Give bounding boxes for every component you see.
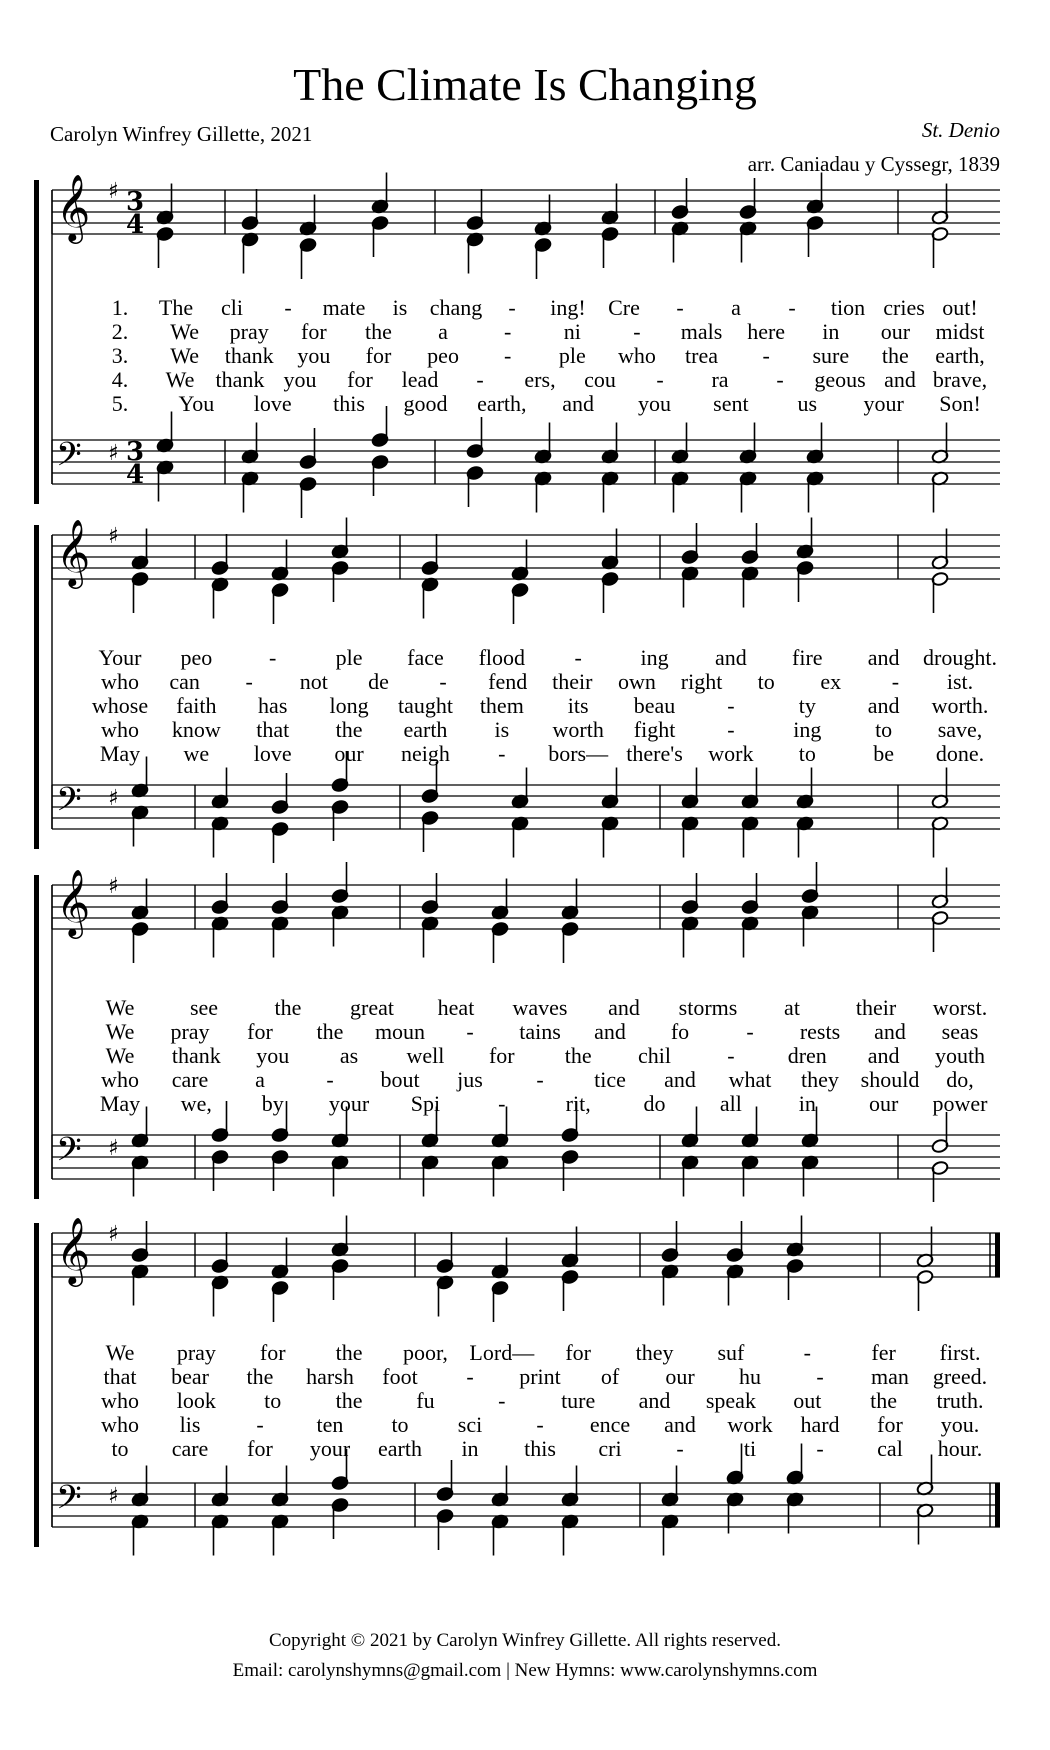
lyric-syllable: storms [678, 995, 738, 1020]
lyric-syllable: and [594, 1019, 626, 1044]
lyric-syllable: know [171, 717, 221, 742]
lyric-syllable: ni [563, 319, 581, 344]
lyric-syllable: and [608, 995, 640, 1020]
lyric-hyphen: - [504, 343, 512, 368]
lyric-syllable: We [105, 995, 135, 1020]
lyric-syllable: 5. [111, 391, 129, 416]
lyric-syllable: great [350, 995, 394, 1020]
lyric-hyphen: - [439, 669, 447, 694]
lyric-hyphen: - [536, 1067, 544, 1092]
lyric-syllable: you. [940, 1412, 980, 1437]
lyric-syllable: who [101, 1412, 139, 1437]
lyric-syllable: all [719, 1091, 742, 1116]
lyric-syllable: the [870, 1388, 898, 1413]
lyric-syllable: ing! [550, 295, 586, 320]
lyric-syllable: cri [598, 1436, 622, 1461]
lyric-syllable: and [715, 645, 747, 670]
lyric-syllable: the [335, 717, 363, 742]
lyric-syllable: suf [717, 1340, 745, 1365]
lyric-syllable: hard [800, 1412, 840, 1437]
lyric-syllable: fer [871, 1340, 896, 1365]
lyric-syllable: peo [180, 645, 213, 670]
bass-clef-icon: 𝄢 [56, 781, 82, 827]
lyric-syllable: for [565, 1340, 591, 1365]
lyric-syllable: Lord— [469, 1340, 535, 1365]
bass-clef-icon: 𝄢 [56, 436, 82, 482]
lyric-syllable: care [171, 1067, 209, 1092]
lyric-syllable: and [664, 1067, 696, 1092]
bass-clef-icon: 𝄢 [56, 1131, 82, 1177]
lyric-syllable: Your [98, 645, 142, 670]
lyric-hyphen: - [498, 741, 506, 766]
system-bracket [34, 1223, 39, 1547]
lyric-syllable: print [519, 1364, 561, 1389]
lyric-syllable: a [255, 1067, 265, 1092]
lyric-syllable: rests [799, 1019, 841, 1044]
lyric-syllable: first. [939, 1340, 981, 1365]
lyric-syllable: 4. [111, 367, 129, 392]
lyric-syllable: earth, [935, 343, 985, 368]
lyric-syllable: ex [820, 669, 842, 694]
lyric-syllable: is [494, 717, 510, 742]
lyric-hyphen: - [776, 367, 784, 392]
lyric-syllable: pray [170, 1019, 210, 1044]
lyric-syllable: you [297, 343, 331, 368]
lyric-hyphen: - [269, 645, 277, 670]
lyric-syllable: waves [512, 995, 568, 1020]
treble-clef-icon: 𝄞 [56, 868, 91, 936]
lyric-syllable: bout [380, 1067, 420, 1092]
lyric-syllable: drought. [923, 645, 997, 670]
lyric-hyphen: - [574, 645, 582, 670]
lyric-syllable: faith [176, 693, 217, 718]
lyric-syllable: ing [640, 645, 669, 670]
lyric-syllable: May [99, 741, 141, 766]
system-bracket [34, 180, 39, 504]
system-bracket [34, 525, 39, 849]
lyric-syllable: to [798, 741, 816, 766]
lyric-syllable: for [488, 1043, 515, 1068]
lyric-syllable: who [101, 1067, 139, 1092]
final-barline-thick [995, 1233, 1000, 1277]
lyric-syllable: neigh [401, 741, 450, 766]
lyric-syllable: harsh [306, 1364, 354, 1389]
lyric-syllable: speak [705, 1388, 756, 1413]
lyric-syllable: us [797, 391, 818, 416]
treble-clef-icon: 𝄞 [56, 1216, 91, 1284]
lyric-syllable: geous [814, 367, 866, 392]
lyric-syllable: midst [935, 319, 985, 344]
lyric-hyphen: - [504, 319, 512, 344]
lyric-syllable: the [316, 1019, 344, 1044]
lyric-syllable: you [283, 367, 317, 392]
lyric-syllable: our [868, 1091, 899, 1116]
lyric-syllable: We [105, 1043, 135, 1068]
lyric-syllable: this [524, 1436, 556, 1461]
lyric-syllable: that [256, 717, 290, 742]
sharp-key-signature-icon: ♯ [108, 786, 119, 811]
lyric-syllable: hour. [937, 1436, 983, 1461]
lyric-syllable: cli [221, 295, 243, 320]
lyric-syllable: you [256, 1043, 290, 1068]
lyric-syllable: We [170, 343, 199, 368]
lyric-syllable: power [932, 1091, 988, 1116]
lyric-syllable: we, [180, 1091, 212, 1116]
lyric-syllable: there's [626, 741, 683, 766]
lyric-syllable: fu [416, 1388, 435, 1413]
lyric-syllable: pray [176, 1340, 216, 1365]
lyric-syllable: well [406, 1043, 445, 1068]
lyric-syllable: to [757, 669, 775, 694]
lyric-syllable: your [328, 1091, 370, 1116]
lyric-syllable: fend [488, 669, 528, 694]
lyric-syllable: for [347, 367, 373, 392]
lyric-syllable: worst. [932, 995, 988, 1020]
lyric-syllable: chil [638, 1043, 672, 1068]
lyric-syllable: to [264, 1388, 282, 1413]
lyric-syllable: foot [382, 1364, 418, 1389]
lyric-syllable: tice [594, 1067, 626, 1092]
lyric-syllable: a [731, 295, 741, 320]
sharp-key-signature-icon: ♯ [108, 179, 119, 204]
lyric-syllable: see [189, 995, 219, 1020]
lyric-syllable: ist. [946, 669, 974, 694]
lyric-syllable: tains [519, 1019, 561, 1044]
sharp-key-signature-icon: ♯ [108, 1136, 119, 1161]
lyric-syllable: should [860, 1067, 920, 1092]
lyric-syllable: dren [787, 1043, 827, 1068]
lyric-syllable: the [274, 995, 302, 1020]
lyric-syllable: ti [743, 1436, 757, 1461]
lyric-syllable: man [871, 1364, 909, 1389]
lyric-syllable: and [867, 1043, 900, 1068]
lyric-syllable: mals [680, 319, 723, 344]
lyric-syllable: the [335, 1388, 363, 1413]
lyric-syllable: 3. [111, 343, 129, 368]
lyric-syllable: the [564, 1043, 592, 1068]
lyric-syllable: to [391, 1412, 409, 1437]
lyric-syllable: ten [316, 1412, 344, 1437]
lyric-syllable: in [461, 1436, 479, 1461]
lyric-hyphen: - [476, 367, 484, 392]
lyric-syllable: Cre [608, 295, 640, 320]
lyric-syllable: We [165, 367, 195, 392]
lyric-syllable: taught [397, 693, 453, 718]
lyric-syllable: care [171, 1436, 209, 1461]
lyric-hyphen: - [245, 669, 253, 694]
time-signature-bottom: 4 [126, 210, 145, 240]
lyric-syllable: do, [946, 1067, 974, 1092]
lyric-syllable: and [867, 645, 900, 670]
lyric-syllable: seas [941, 1019, 979, 1044]
lyric-syllable: who [617, 343, 656, 368]
lyric-hyphen: - [816, 1436, 824, 1461]
lyric-hyphen: - [727, 717, 735, 742]
lyric-syllable: our [880, 319, 911, 344]
lyric-syllable: beau [633, 693, 676, 718]
lyric-syllable: for [365, 343, 392, 368]
lyric-syllable: for [247, 1019, 273, 1044]
lyric-syllable: face [407, 645, 444, 670]
lyric-syllable: right [680, 669, 723, 694]
lyric-syllable: the [881, 343, 909, 368]
lyric-syllable: who [101, 1388, 139, 1413]
lyric-syllable: is [392, 295, 408, 320]
lyric-hyphen: - [466, 1364, 474, 1389]
lyric-syllable: moun [374, 1019, 426, 1044]
lyric-hyphen: - [891, 669, 900, 694]
lyric-syllable: save, [937, 717, 983, 742]
lyric-syllable: in [822, 319, 840, 344]
lyric-syllable: look [176, 1388, 216, 1413]
final-barline-thick [995, 1483, 1000, 1527]
sharp-key-signature-icon: ♯ [108, 874, 119, 899]
lyric-syllable: chang [429, 295, 483, 320]
arrangement-credit: arr. Caniadau y Cyssegr, 1839 [747, 152, 1000, 176]
copyright-notice: Copyright © 2021 by Carolyn Winfrey Gillette. All rights reserved. [269, 1630, 781, 1651]
lyric-syllable: fo [670, 1019, 690, 1044]
lyric-hyphen: - [633, 319, 641, 344]
lyric-hyphen: - [727, 693, 735, 718]
lyric-syllable: sent [713, 391, 749, 416]
lyric-syllable: ence [589, 1412, 631, 1437]
lyric-syllable: here [747, 319, 786, 344]
lyric-hyphen: - [284, 295, 292, 320]
lyric-syllable: the [365, 319, 392, 344]
lyric-syllable: heat [437, 995, 475, 1020]
lyric-syllable: of [600, 1364, 620, 1389]
lyric-syllable: cal [877, 1436, 903, 1461]
lyric-syllable: their [552, 669, 593, 694]
lyric-syllable: not [299, 669, 328, 694]
lyric-syllable: your [309, 1436, 351, 1461]
lyric-syllable: and [867, 693, 900, 718]
treble-clef-icon: 𝄞 [56, 518, 91, 586]
lyric-syllable: Son! [939, 391, 981, 416]
lyric-syllable: and [562, 391, 595, 416]
lyric-syllable: sci [457, 1412, 483, 1437]
lyric-syllable: You [178, 391, 215, 416]
lyric-syllable: do [643, 1091, 666, 1116]
lyric-syllable: they [801, 1067, 839, 1092]
lyric-syllable: who [101, 717, 139, 742]
lyric-syllable: love [253, 741, 292, 766]
lyric-syllable: We [170, 319, 199, 344]
lyric-syllable: as [339, 1043, 359, 1068]
lyric-syllable: jus [457, 1067, 483, 1092]
lyric-syllable: Spi [410, 1091, 441, 1116]
author-credit: Carolyn Winfrey Gillette, 2021 [50, 122, 313, 146]
lyric-syllable: and [884, 367, 916, 392]
lyric-syllable: worth. [931, 693, 989, 718]
lyric-syllable: for [301, 319, 327, 344]
lyric-syllable: can [169, 669, 200, 694]
lyric-syllable: bear [171, 1364, 209, 1389]
lyric-syllable: done. [935, 741, 985, 766]
lyric-syllable: to [111, 1436, 129, 1461]
lyric-syllable: de [368, 669, 389, 694]
lyric-syllable: peo [427, 343, 459, 368]
lyric-syllable: cries [883, 295, 925, 320]
time-signature-bottom: 4 [126, 460, 145, 490]
sharp-key-signature-icon: ♯ [108, 1222, 119, 1247]
lyric-syllable: work [708, 741, 754, 766]
lyric-syllable: they [635, 1340, 674, 1365]
lyric-syllable: ers, [524, 367, 556, 392]
tune-name: St. Denio [921, 118, 1000, 142]
lyric-syllable: ing [793, 717, 822, 742]
lyric-syllable: earth [378, 1436, 422, 1461]
lyric-syllable: sure [812, 343, 850, 368]
lyric-syllable: worth [552, 717, 604, 742]
lyric-syllable: we [183, 741, 210, 766]
lyric-syllable: in [798, 1091, 816, 1116]
lyric-syllable: tion [830, 295, 866, 320]
lyric-syllable: and [664, 1412, 696, 1437]
time-signature-top: 3 [126, 437, 145, 467]
lyric-syllable: cou [584, 367, 616, 392]
treble-clef-icon: 𝄞 [56, 173, 91, 241]
lyric-syllable: poor, [402, 1340, 448, 1365]
lyric-syllable: brave, [932, 367, 988, 392]
lyric-hyphen: - [498, 1091, 506, 1116]
lyric-syllable: for [247, 1436, 273, 1461]
lyric-syllable: thank [224, 343, 274, 368]
lyric-syllable: love [253, 391, 292, 416]
lyric-syllable: out! [942, 295, 978, 320]
lyric-syllable: truth. [936, 1388, 984, 1413]
sharp-key-signature-icon: ♯ [108, 441, 119, 466]
sharp-key-signature-icon: ♯ [108, 524, 119, 549]
lyric-hyphen: - [788, 295, 796, 320]
lyric-syllable: hu [739, 1364, 761, 1389]
lyric-hyphen: - [676, 1436, 684, 1461]
system-bracket [34, 875, 39, 1199]
lyric-syllable: good [403, 391, 448, 416]
lyric-syllable: lis [179, 1412, 201, 1437]
lyric-syllable: ty [798, 693, 816, 718]
lyric-syllable: youth [934, 1043, 986, 1068]
lyric-syllable: at [784, 995, 800, 1020]
lyric-hyphen: - [762, 343, 770, 368]
lyric-hyphen: - [746, 1019, 754, 1044]
lyric-syllable: thank [215, 367, 265, 392]
lyric-syllable: what [728, 1067, 772, 1092]
lyric-syllable: our [665, 1364, 695, 1389]
lyric-syllable: greed. [932, 1364, 988, 1389]
lyric-syllable: for [877, 1412, 903, 1437]
lyric-syllable: your [863, 391, 904, 416]
lyric-hyphen: - [466, 1019, 474, 1044]
lyric-syllable: out [793, 1388, 822, 1413]
lyric-syllable: bors— [548, 741, 609, 766]
lyric-syllable: earth, [477, 391, 527, 416]
lyric-hyphen: - [816, 1364, 824, 1389]
lyric-syllable: trea [685, 343, 719, 368]
lyric-syllable: for [259, 1340, 286, 1365]
time-signature-top: 3 [126, 187, 145, 217]
lyric-syllable: long [329, 693, 369, 718]
lyric-syllable: rit, [565, 1091, 591, 1116]
lyric-hyphen: - [326, 1067, 334, 1092]
lyric-syllable: you [638, 391, 672, 416]
lyric-syllable: them [479, 693, 524, 718]
lyric-syllable: who [101, 669, 139, 694]
lyric-syllable: earth [403, 717, 448, 742]
lyric-syllable: has [258, 693, 288, 718]
lyric-hyphen: - [727, 1043, 735, 1068]
lyric-syllable: work [727, 1412, 773, 1437]
lyric-syllable: the [246, 1364, 274, 1389]
lyric-syllable: ple [335, 645, 363, 670]
lyric-hyphen: - [536, 1412, 544, 1437]
contact-info: Email: carolynshymns@gmail.com | New Hymns: www.carolynshymns.com [232, 1660, 818, 1681]
lyric-syllable: own [617, 669, 656, 694]
bass-clef-icon: 𝄢 [56, 1479, 82, 1525]
lyric-syllable: ture [561, 1388, 596, 1413]
lyric-hyphen: - [498, 1388, 506, 1413]
lyric-syllable: pray [229, 319, 269, 344]
lyric-syllable: their [855, 995, 897, 1020]
hymn-title: The Climate Is Changing [293, 59, 757, 110]
lyric-syllable: 1. [111, 295, 129, 320]
lyric-syllable: The [158, 295, 194, 320]
lyric-hyphen: - [508, 295, 516, 320]
lyric-syllable: fire [792, 645, 823, 670]
lyric-syllable: lead [401, 367, 439, 392]
lyric-syllable: ple [558, 343, 586, 368]
lyric-syllable: that [103, 1364, 137, 1389]
sharp-key-signature-icon: ♯ [108, 1484, 119, 1509]
lyric-syllable: ra [711, 367, 729, 392]
lyric-syllable: mate [322, 295, 366, 320]
lyric-syllable: our [334, 741, 364, 766]
lyric-syllable: by [261, 1091, 284, 1116]
lyric-syllable: to [875, 717, 893, 742]
lyric-hyphen: - [256, 1412, 264, 1437]
lyric-syllable: May [99, 1091, 141, 1116]
lyric-syllable: fight [633, 717, 676, 742]
lyric-syllable: be [873, 741, 895, 766]
lyric-hyphen: - [803, 1340, 811, 1365]
lyric-syllable: a [438, 319, 448, 344]
lyric-syllable: 2. [111, 319, 129, 344]
lyric-syllable: thank [171, 1043, 221, 1068]
lyric-syllable: and [874, 1019, 906, 1044]
lyric-hyphen: - [676, 295, 684, 320]
lyric-syllable: We [105, 1340, 135, 1365]
lyric-syllable: flood [478, 645, 526, 670]
lyric-syllable: We [105, 1019, 135, 1044]
lyric-syllable: whose [91, 693, 149, 718]
lyric-hyphen: - [656, 367, 664, 392]
lyric-syllable: and [638, 1388, 671, 1413]
lyric-syllable: this [333, 391, 365, 416]
lyric-syllable: its [567, 693, 589, 718]
lyric-syllable: the [335, 1340, 363, 1365]
